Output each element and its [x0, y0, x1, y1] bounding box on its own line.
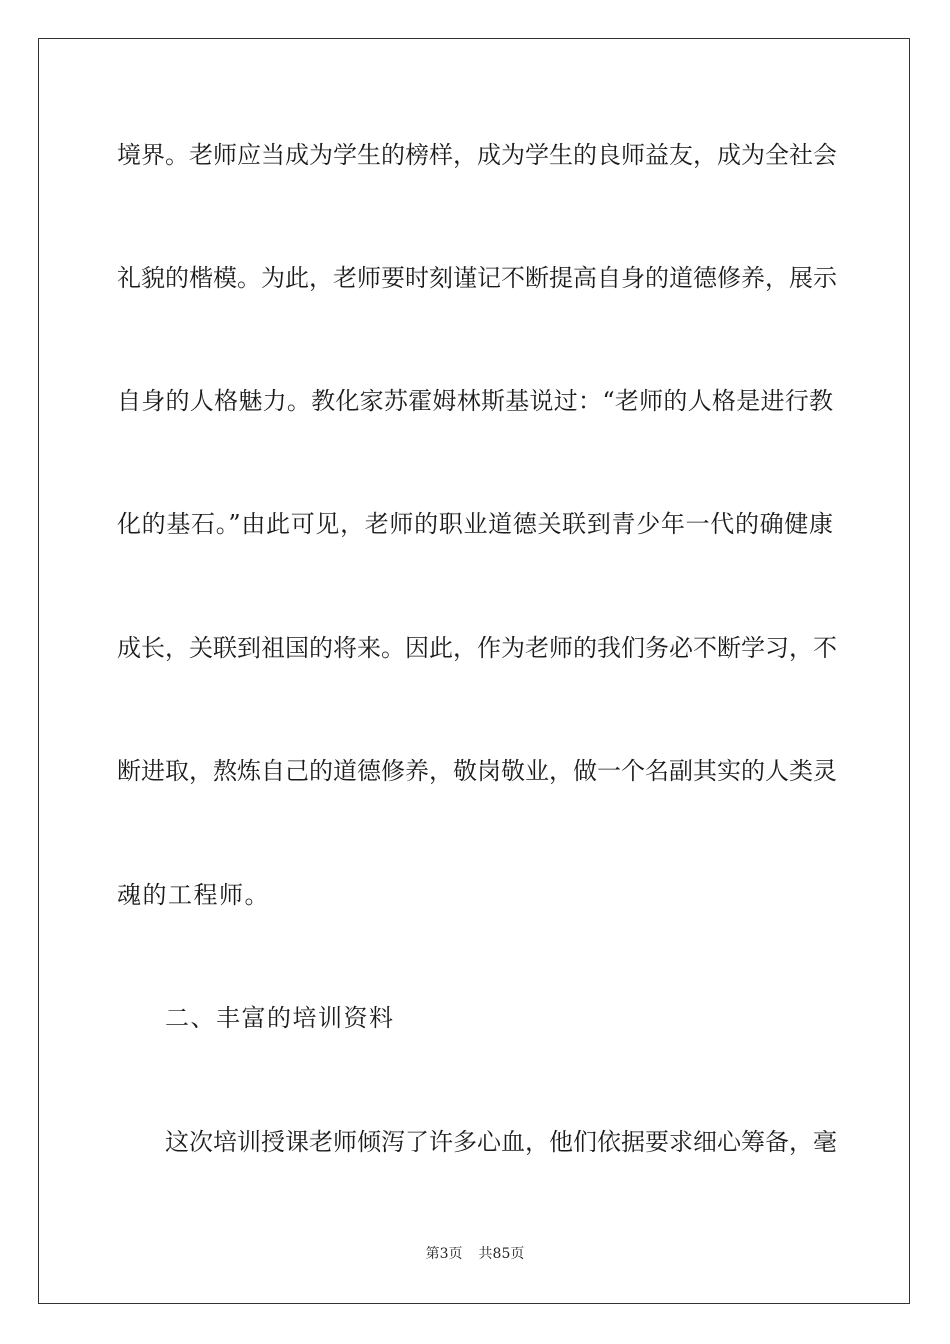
page-total: 共85页 [478, 1246, 525, 1262]
body-text-line-2: 礼貌的楷模。为此，老师要时刻谨记不断提高自身的道德修养，展示 [117, 264, 837, 292]
body-text-line-3: 自身的人格魅力。教化家苏霍姆林斯基说过：“老师的人格是进行教 [117, 387, 833, 415]
section-heading: 二、丰富的培训资料 [165, 1004, 395, 1032]
body-text-line-6: 断进取，熬炼自己的道德修养，敬岗敬业，做一个名副其实的人类灵 [117, 757, 837, 785]
paragraph-first-line: 这次培训授课老师倾泻了许多心血，他们依据要求细心筹备，毫 [165, 1128, 837, 1156]
body-text-line-7: 魂的工程师。 [117, 881, 270, 909]
body-text-line-1: 境界。老师应当成为学生的榜样，成为学生的良师益友，成为全社会 [117, 141, 837, 169]
page-footer [0, 1245, 950, 1263]
page-border [38, 38, 910, 1304]
body-text-line-4: 化的基石。”由此可见，老师的职业道德关联到青少年一代的确健康 [117, 510, 833, 538]
page-number: 第3页 [425, 1246, 463, 1262]
body-text-line-5: 成长，关联到祖国的将来。因此，作为老师的我们务必不断学习，不 [117, 634, 837, 662]
